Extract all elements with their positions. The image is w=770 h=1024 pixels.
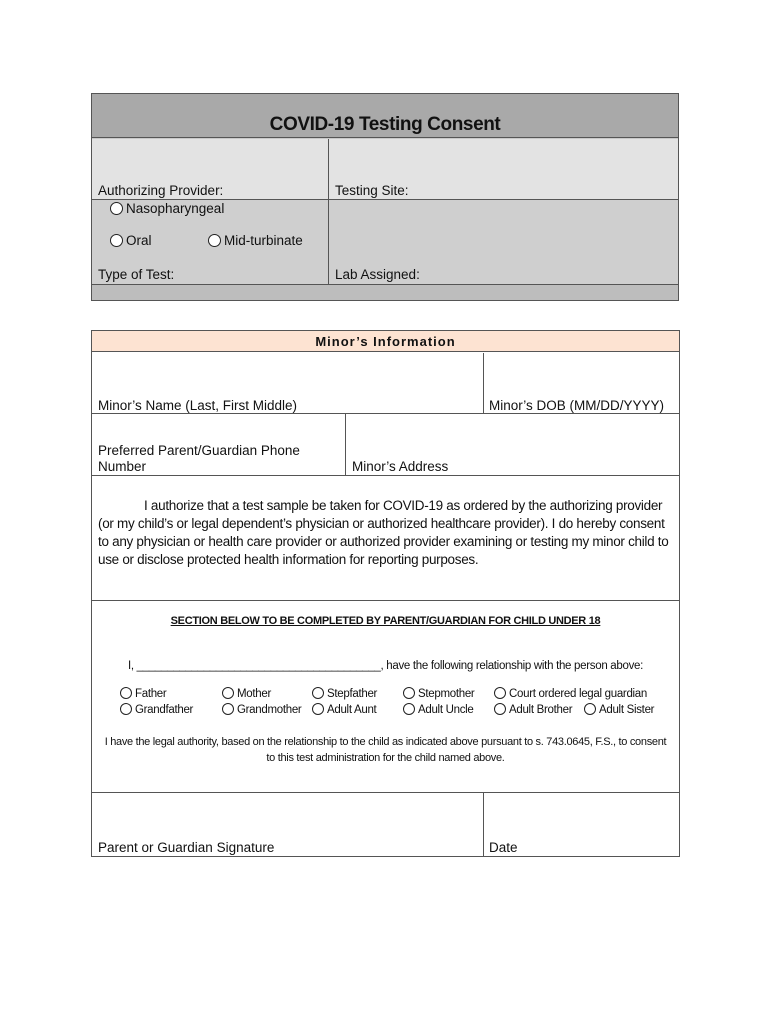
testing-site-field[interactable] xyxy=(329,139,678,199)
option-stepmother[interactable]: Stepmother xyxy=(403,687,474,700)
signature-label: Parent or Guardian Signature xyxy=(98,840,275,855)
minor-name-label: Minor’s Name (Last, First Middle) xyxy=(98,398,298,413)
option-father[interactable]: Father xyxy=(120,687,166,700)
relationship-statement: I, ________________________________________, have the following relationship with the person above: xyxy=(127,660,644,672)
option-legal-guardian[interactable]: Court ordered legal guardian xyxy=(494,687,647,700)
minor-address-label: Minor’s Address xyxy=(352,459,449,474)
option-grandmother[interactable]: Grandmother xyxy=(222,703,301,716)
option-grandfather[interactable]: Grandfather xyxy=(120,703,193,716)
page-title: COVID-19 Testing Consent xyxy=(269,114,501,135)
option-adult-uncle[interactable]: Adult Uncle xyxy=(403,703,474,716)
minor-information-section xyxy=(91,330,680,857)
lab-assigned-label: Lab Assigned: xyxy=(335,267,420,282)
authorizing-provider-field[interactable] xyxy=(92,139,328,199)
option-adult-aunt[interactable]: Adult Aunt xyxy=(312,703,376,716)
row-divider xyxy=(92,475,679,476)
radio-button[interactable] xyxy=(110,234,123,247)
minor-dob-field[interactable] xyxy=(484,353,679,414)
row-divider xyxy=(92,600,679,601)
guardian-phone-label-line2: Number xyxy=(98,459,147,474)
option-nasopharyngeal[interactable]: Nasopharyngeal xyxy=(110,201,224,216)
radio-button[interactable] xyxy=(494,687,506,699)
bottom-bar xyxy=(92,285,678,300)
option-mid-turbinate[interactable]: Mid-turbinate xyxy=(208,233,303,248)
guardian-phone-field[interactable] xyxy=(92,414,345,476)
radio-button[interactable] xyxy=(222,703,234,715)
legal-authority-line1: I have the legal authority, based on the relationship to the child as indicated above pursuant to s. 743.0645, F.S., to consent xyxy=(104,736,667,748)
option-stepfather[interactable]: Stepfather xyxy=(312,687,377,700)
radio-button[interactable] xyxy=(312,703,324,715)
radio-button[interactable] xyxy=(584,703,596,715)
minor-address-field[interactable] xyxy=(346,414,679,476)
radio-button[interactable] xyxy=(312,687,324,699)
legal-authority-text xyxy=(96,734,675,766)
radio-button[interactable] xyxy=(403,703,415,715)
legal-authority-line2: to this test administration for the child named above. xyxy=(266,752,505,764)
radio-button[interactable] xyxy=(208,234,221,247)
date-field[interactable] xyxy=(484,793,679,856)
option-adult-brother[interactable]: Adult Brother xyxy=(494,703,572,716)
test-info-section xyxy=(91,93,679,301)
minor-dob-label: Minor’s DOB (MM/DD/YYYY) xyxy=(489,398,665,413)
title-bar xyxy=(92,94,678,138)
testing-site-label: Testing Site: xyxy=(335,183,409,198)
option-oral[interactable]: Oral xyxy=(110,233,152,248)
authorizing-provider-label: Authorizing Provider: xyxy=(98,183,224,198)
minor-name-field[interactable] xyxy=(92,353,483,414)
consent-paragraph: I authorize that a test sample be taken for COVID-19 as ordered by the authorizing provider (or my child’s or legal dependent’s physician or authorized healthcare provider). I do hereby consent to any physician or health care provider or authorized provider examining or testing my minor child to use or disclose protected health information for reporting purposes. xyxy=(98,498,669,567)
radio-button[interactable] xyxy=(222,687,234,699)
minor-info-header: Minor’s Information xyxy=(92,331,679,352)
option-mother[interactable]: Mother xyxy=(222,687,271,700)
signature-field[interactable] xyxy=(92,793,483,856)
guardian-section-note: SECTION BELOW TO BE COMPLETED BY PARENT/GUARDIAN FOR CHILD UNDER 18 xyxy=(170,615,601,627)
guardian-phone-label: Preferred Parent/Guardian Phone xyxy=(98,443,300,458)
radio-button[interactable] xyxy=(110,202,123,215)
radio-button[interactable] xyxy=(403,687,415,699)
radio-button[interactable] xyxy=(120,703,132,715)
date-label: Date xyxy=(489,840,518,855)
lab-assigned-field[interactable] xyxy=(329,200,678,284)
type-of-test-label: Type of Test: xyxy=(98,267,175,282)
radio-button[interactable] xyxy=(120,687,132,699)
radio-button[interactable] xyxy=(494,703,506,715)
option-adult-sister[interactable]: Adult Sister xyxy=(584,703,654,716)
type-of-test-field xyxy=(92,200,328,284)
